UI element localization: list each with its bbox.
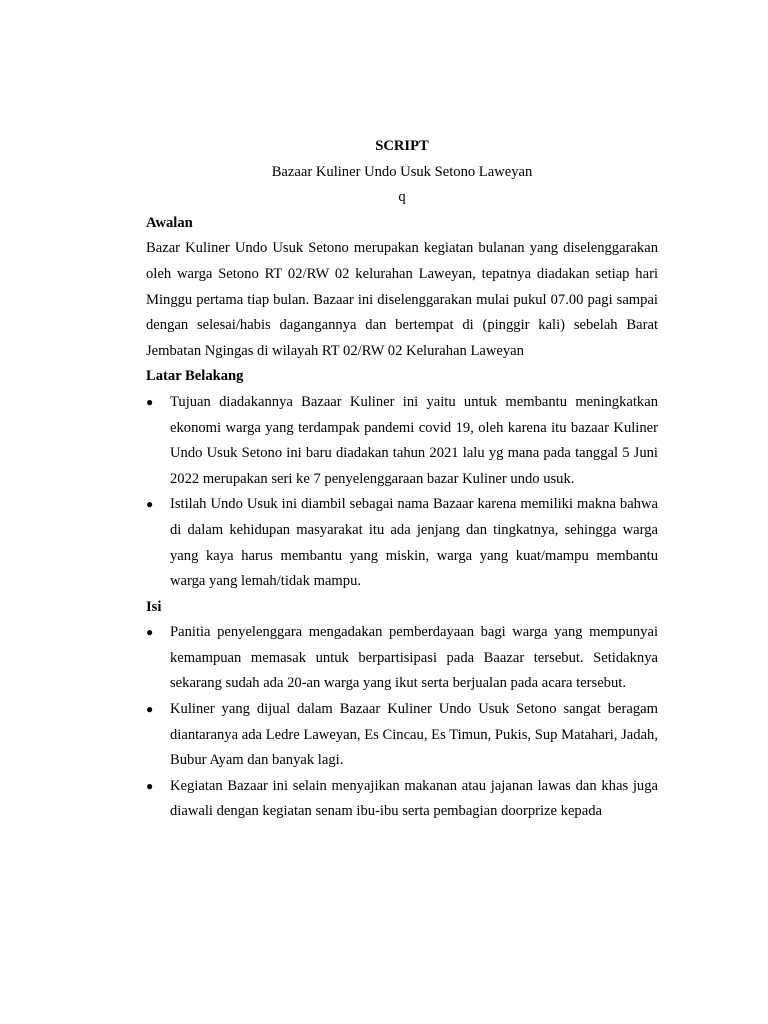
list-item [146, 774, 658, 825]
section-heading-isi: Isi [146, 598, 162, 615]
bullet-icon: ● [146, 625, 154, 640]
list-item-text: Tujuan diadakannya Bazaar Kuliner ini yaitu untuk membantu meningkatkan ekonomi warga yang terdampak pandemi covid 19, oleh karena itu bazaar Kuliner Undo Usuk Setono ini baru diadakan tahun 2021 lalu yg mana pada tanggal 5 Juni 2022 merupakan seri ke 7 penyelenggaraan bazar Kuliner undo usuk. [170, 393, 658, 487]
document-subtitle: Bazaar Kuliner Undo Usuk Setono Laweyan [271, 163, 533, 180]
list-item [146, 697, 658, 774]
bullet-icon: ● [146, 778, 154, 793]
document-page [146, 134, 658, 825]
stray-mark: q [398, 189, 406, 206]
bullet-icon: ● [146, 497, 154, 512]
section-heading-latar-belakang: Latar Belakang [146, 368, 244, 385]
isi-list [146, 620, 658, 825]
bullet-icon: ● [146, 394, 154, 409]
list-item-text: Istilah Undo Usuk ini diambil sebagai nama Bazaar karena memiliki makna bahwa di dalam kehidupan masyarakat itu ada jenjang dan tingkatnya, sehingga warga yang kaya harus membantu yang miskin, warga yang kuat/mampu membantu warga yang lemah/tidak mampu. [170, 496, 658, 590]
list-item-text: Kegiatan Bazaar ini selain menyajikan makanan atau jajanan lawas dan khas juga diawali dengan kegiatan senam ibu-ibu serta pembagian doorprize kepada [170, 777, 658, 820]
document-title: SCRIPT [375, 138, 429, 154]
section-heading-awalan: Awalan [146, 214, 193, 231]
list-item [146, 620, 658, 697]
awalan-paragraph: Bazar Kuliner Undo Usuk Setono merupakan kegiatan bulanan yang diselenggarakan oleh warga Setono RT 02/RW 02 kelurahan Laweyan, tepatnya diadakan setiap hari Minggu pertama tiap bulan. Bazaar ini diselenggarakan mulai pukul 07.00 pagi sampai dengan selesai/habis dagangannya dan bertempat di (pinggir kali) sebelah Barat Jembatan Ngingas di wilayah RT 02/RW 02 Kelurahan Laweyan [146, 240, 658, 359]
list-item [146, 492, 658, 594]
list-item [146, 390, 658, 492]
list-item-text: Panitia penyelenggara mengadakan pemberdayaan bagi warga yang mempunyai kemampuan memasak untuk berpartisipasi pada Baazar tersebut. Setidaknya sekarang sudah ada 20-an warga yang ikut serta berjualan pada acara tersebut. [170, 624, 658, 692]
latar-belakang-list [146, 390, 658, 595]
list-item-text: Kuliner yang dijual dalam Bazaar Kuliner Undo Usuk Setono sangat beragam diantaranya ada Ledre Laweyan, Es Cincau, Es Timun, Pukis, Sup Matahari, Jadah, Bubur Ayam dan banyak lagi. [170, 701, 658, 769]
bullet-icon: ● [146, 702, 154, 717]
